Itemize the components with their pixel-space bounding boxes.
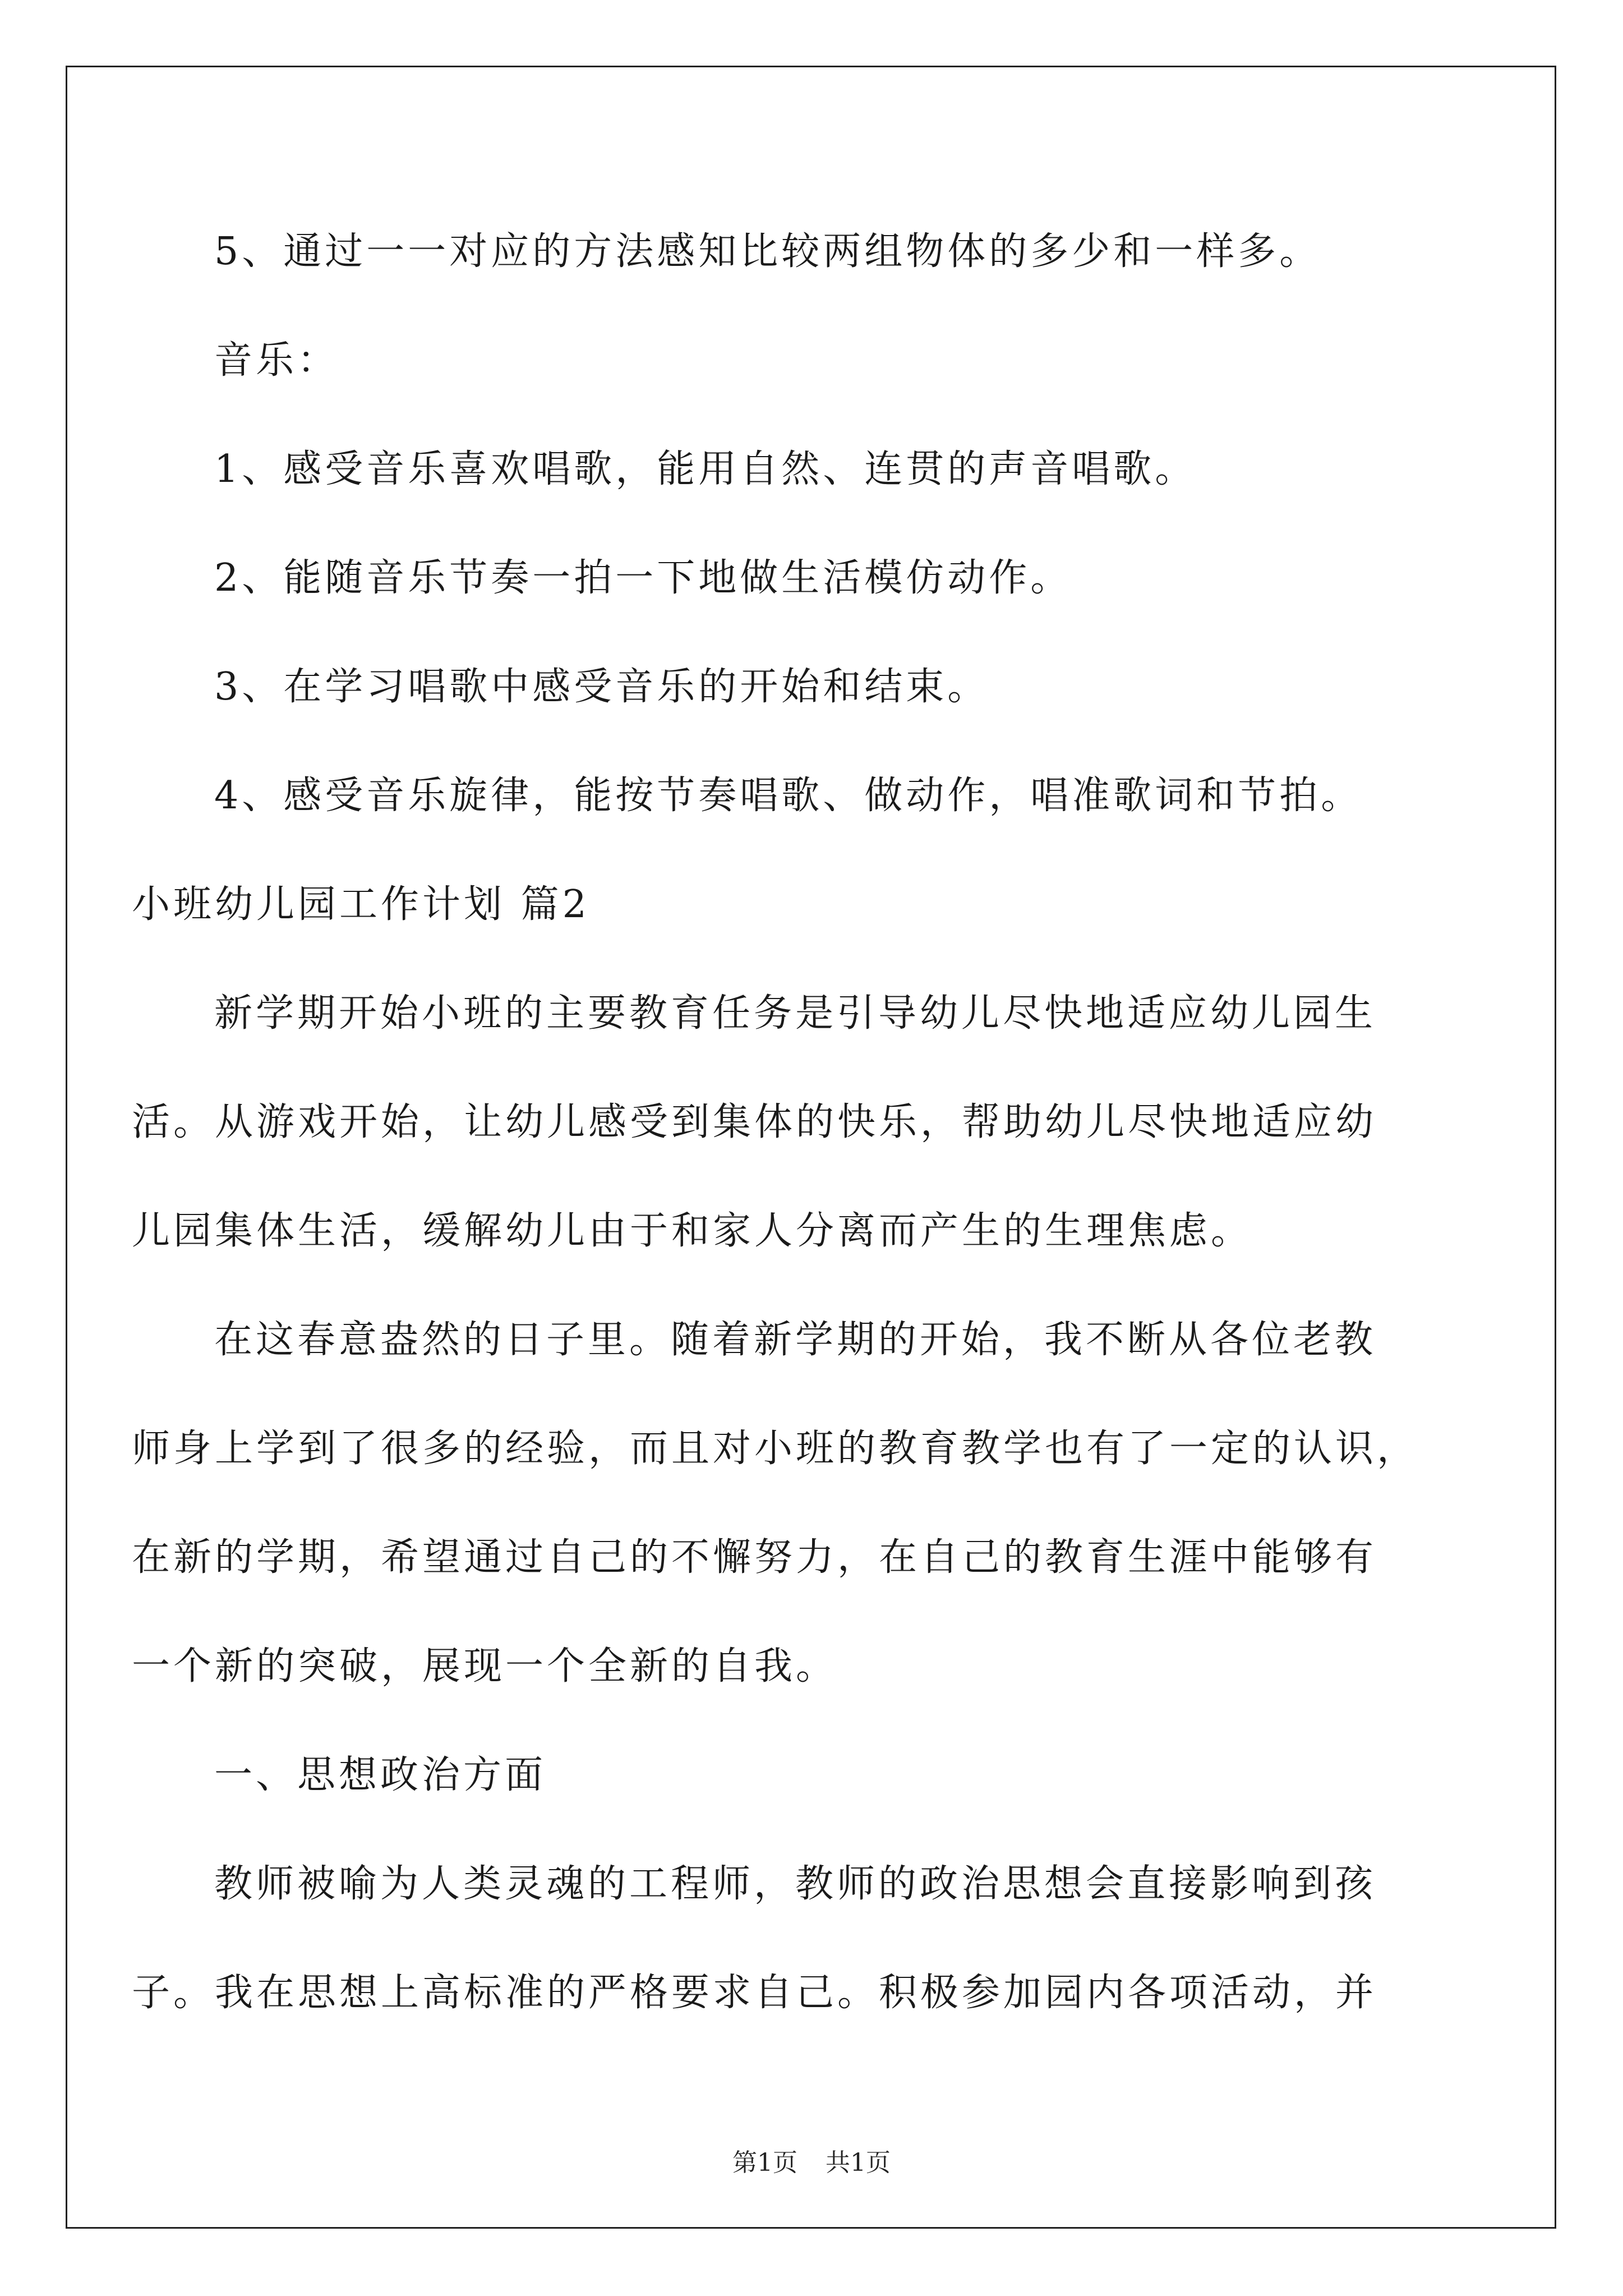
text-line: 子。我在思想上高标准的严格要求自己。积极参加园内各项活动，并 (132, 1971, 1377, 2015)
text-line: 3、在学习唱歌中感受音乐的开始和结束。 (214, 665, 989, 709)
text-line: 一个新的突破，展现一个全新的自我。 (132, 1644, 838, 1688)
text-line: 1、感受音乐喜欢唱歌，能用自然、连贯的声音唱歌。 (214, 447, 1197, 491)
text-line: 教师被喻为人类灵魂的工程师，教师的政治思想会直接影响到孩 (214, 1862, 1377, 1906)
page-number: 第1页 (732, 2148, 797, 2177)
text-line: 活。从游戏开始，让幼儿感受到集体的快乐，帮助幼儿尽快地适应幼 (132, 1100, 1377, 1144)
text-line: 在这春意盎然的日子里。随着新学期的开始，我不断从各位老教 (214, 1318, 1377, 1362)
text-line: 在新的学期，希望通过自己的不懈努力，在自己的教育生涯中能够有 (132, 1535, 1377, 1580)
text-line: 新学期开始小班的主要教育任务是引导幼儿尽快地适应幼儿园生 (214, 991, 1377, 1036)
section-heading: 小班幼儿园工作计划 篇2 (132, 882, 590, 927)
text-line: 5、通过一一对应的方法感知比较两组物体的多少和一样多。 (214, 229, 1321, 274)
text-line: 师身上学到了很多的经验，而且对小班的教育教学也有了一定的认识， (132, 1427, 1419, 1471)
text-line: 4、感受音乐旋律，能按节奏唱歌、做动作，唱准歌词和节拍。 (214, 774, 1363, 818)
text-line: 音乐： (214, 338, 339, 383)
subsection-heading: 一、思想政治方面 (214, 1753, 547, 1797)
page-total: 共1页 (826, 2148, 891, 2177)
text-line: 2、能随音乐节奏一拍一下地做生活模仿动作。 (214, 556, 1072, 600)
text-line: 儿园集体生活，缓解幼儿由于和家人分离而产生的生理焦虑。 (132, 1209, 1253, 1253)
page-footer (0, 2148, 1623, 2178)
